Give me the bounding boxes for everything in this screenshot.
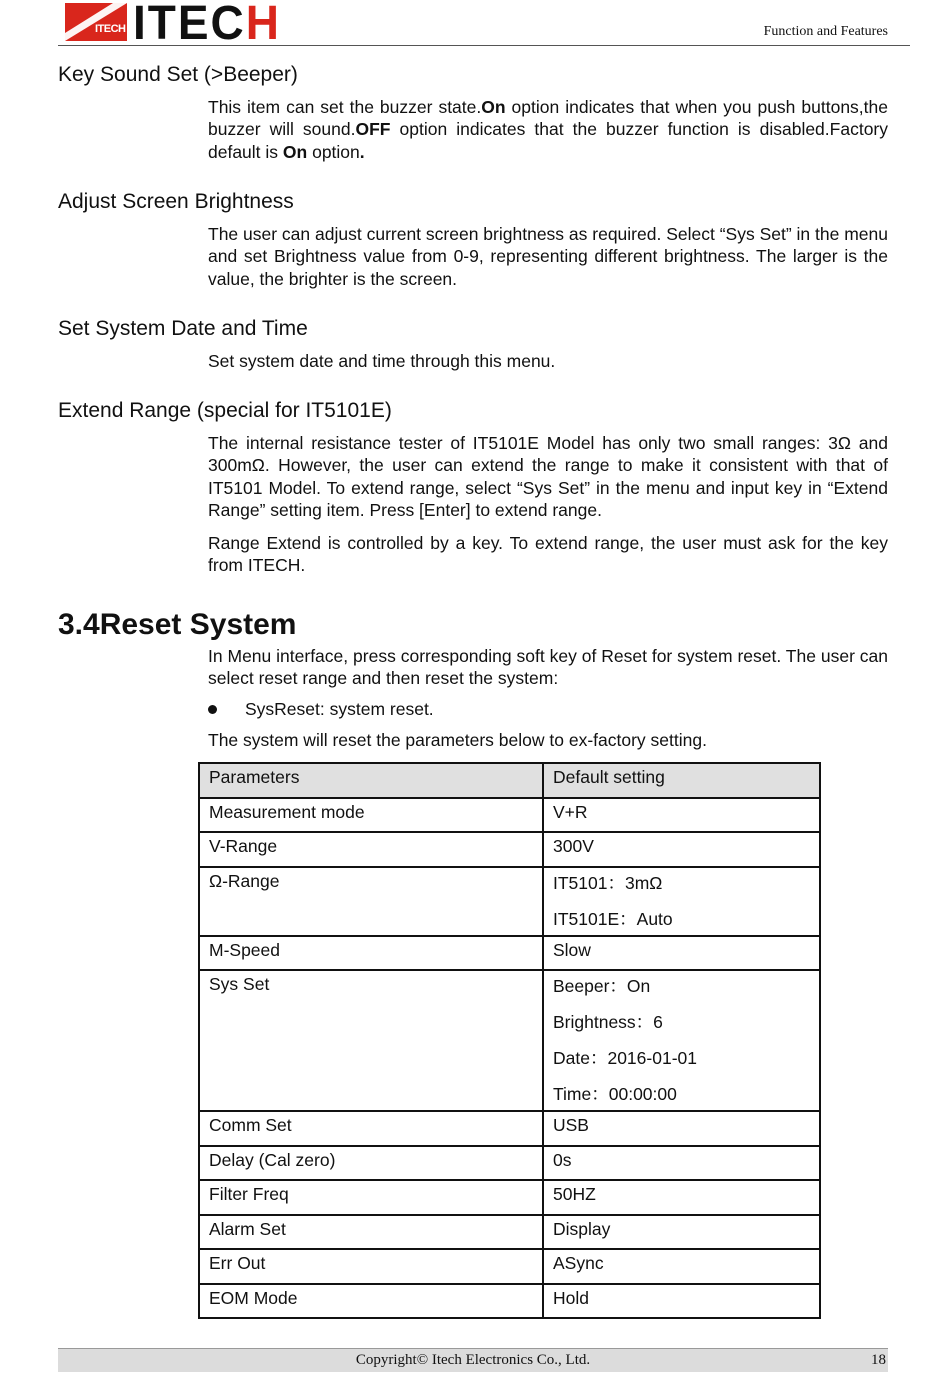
default-settings-table [198,762,821,1319]
heading-date-time: Set System Date and Time [58,317,308,340]
table-cell-value: 300V [543,832,820,867]
table-cell-value: Display [543,1215,820,1250]
table-cell-param: Ω-Range [199,867,543,936]
table-cell-line: IT5101E：Auto [553,908,673,929]
table-row [199,867,820,936]
heading-key-sound-set: Key Sound Set (>Beeper) [58,63,298,86]
logo-wordmark [133,0,282,50]
table-row [199,832,820,867]
table-cell-line: Date：2016-01-01 [553,1048,697,1068]
table-cell-value [543,867,820,936]
table-cell-value: Hold [543,1284,820,1319]
table-cell-value: 50HZ [543,1180,820,1215]
text-run: This item can set the buzzer state. [208,97,482,117]
logo-badge-text: ITECH [95,23,126,35]
table-cell-line: Brightness：6 [553,1012,663,1032]
page-number: 18 [871,1352,886,1368]
table-row [199,1284,820,1319]
table-header-cell: Parameters [199,763,543,798]
table-cell-value [543,970,820,1111]
heading-reset-system: 3.4Reset System [58,608,297,641]
table-cell-param: EOM Mode [199,1284,543,1319]
logo-badge-icon [65,3,127,41]
text-run: The internal resistance tester of IT5101E Model has only two small ranges: 3Ω and 300mΩ. However, the user can extend the range to make it consistent with that of IT5101 Model. To extend range, select “Sys Set” in the menu and input key in “Extend Range” setting item. Press [Enter] to extend range. [208,433,888,521]
table-cell-param: V-Range [199,832,543,867]
paragraph-reset-intro: In Menu interface, press corresponding soft key of Reset for system reset. The user can select reset range and then reset the system: [208,646,888,689]
table-cell-line: Beeper：On [553,976,651,996]
table-cell-value: ASync [543,1249,820,1284]
paragraph-key-sound [208,96,888,163]
text-run: Range Extend is controlled by a key. To extend range, the user must ask for the key from ITECH. [208,533,888,576]
table-cell-param: Delay (Cal zero) [199,1146,543,1181]
table-header-row [199,763,820,798]
table-cell-param: Measurement mode [199,798,543,833]
text-run-bold: On [282,141,308,162]
text-run: The user can adjust current screen brightness as required. Select “Sys Set” in the menu and set Brightness value from 0-9, representing different brightness. The larger is the value, the brighter is the screen. [208,224,888,289]
table-cell-value: USB [543,1111,820,1146]
table-row [199,1146,820,1181]
heading-extend-range: Extend Range (special for IT5101E) [58,399,392,422]
footer-copyright: Copyright© Itech Electronics Co., Ltd. [355,1352,591,1368]
table-cell-param: Err Out [199,1249,543,1284]
bullet-sysreset [208,699,434,720]
table-cell-line: Time：00:00:00 [553,1084,677,1104]
text-run: Set system date and time through this menu. [208,351,556,371]
table-row [199,1249,820,1284]
paragraph-date-time [208,350,888,372]
text-run: option indicates that when you push buttons,the buzzer will sound. [208,97,888,140]
table-row [199,1180,820,1215]
paragraph-extend-range [208,432,888,522]
header-section-title: Function and Features [763,24,888,39]
logo-wordmark-red: H [245,0,282,50]
table-cell-param: Comm Set [199,1111,543,1146]
text-run-bold: . [359,141,365,162]
page-header [58,0,910,50]
table-cell-value: Slow [543,936,820,971]
heading-screen-brightness: Adjust Screen Brightness [58,190,294,213]
text-run: option [307,141,360,162]
logo-wordmark-black: ITEC [133,0,246,50]
text-run-bold: OFF [355,119,391,140]
table-cell-param: Alarm Set [199,1215,543,1250]
table-cell-param: Filter Freq [199,1180,543,1215]
table-cell-value: 0s [543,1146,820,1181]
paragraph-screen-brightness [208,223,888,290]
table-cell-param: Sys Set [199,970,543,1111]
paragraph-reset-after: The system will reset the parameters below to ex-factory setting. [208,730,707,750]
table-header-cell: Default setting [543,763,820,798]
table-cell-line: IT5101：3mΩ [553,872,663,893]
table-cell-param: M-Speed [199,936,543,971]
table-row [199,970,820,1111]
bullet-dot-icon [208,705,217,714]
page-footer [58,1348,888,1372]
table-cell-value: V+R [543,798,820,833]
bullet-text: SysReset: system reset. [245,699,434,719]
table-row [199,1111,820,1146]
table-row [199,1215,820,1250]
itech-logo [65,0,282,50]
paragraph-range-key [208,532,888,577]
text-run-bold: On [481,97,506,117]
table-row [199,936,820,971]
table-row [199,798,820,833]
text-run: option indicates that the buzzer function is disabled.Factory default is [208,119,888,162]
